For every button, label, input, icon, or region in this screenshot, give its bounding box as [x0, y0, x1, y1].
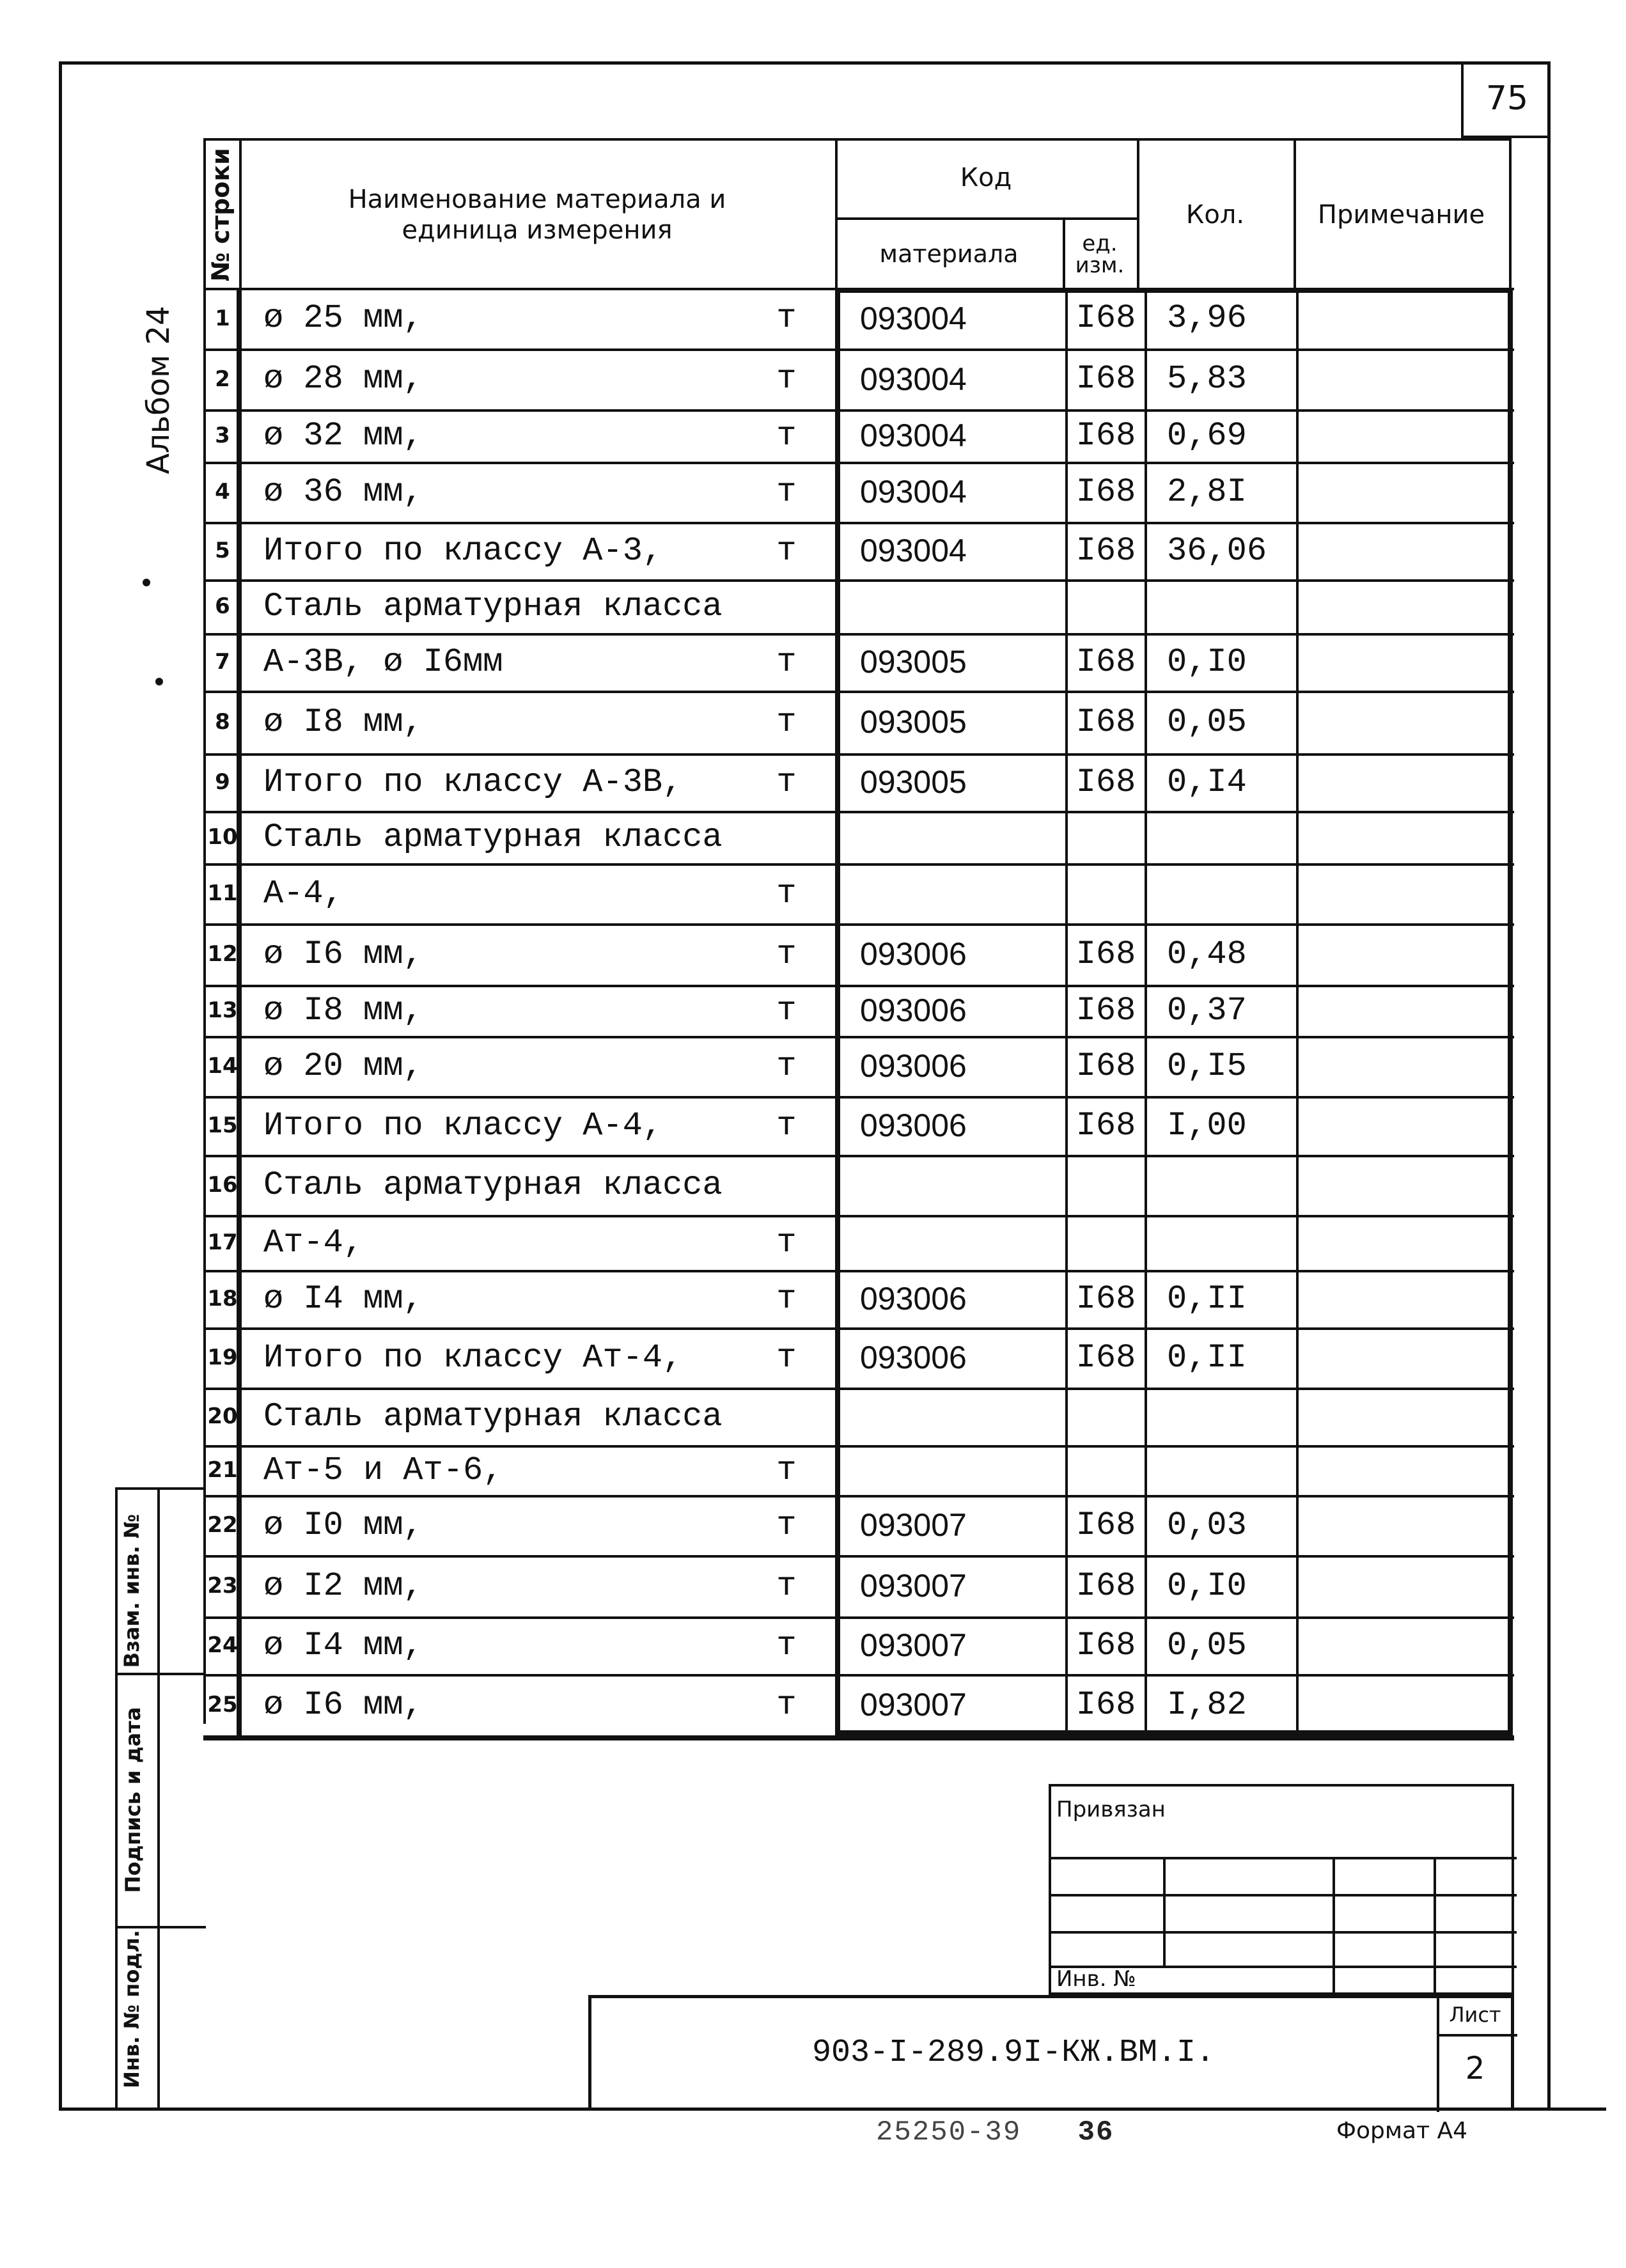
unit-label: т: [776, 1338, 797, 1377]
material-name: ø I4 мм,: [263, 1279, 423, 1318]
row-number: 2: [215, 366, 230, 392]
unit-code: I68: [1075, 1685, 1136, 1724]
table-row: [0, 1270, 1626, 1327]
unit-label: т: [776, 1451, 797, 1489]
material-code: 093006: [860, 992, 967, 1028]
material-name: Итого по классу Ат-4,: [263, 1338, 683, 1377]
table-row: [0, 985, 1626, 1036]
stamp-number-suffix: 36: [1077, 2116, 1114, 2148]
row-number: 10: [207, 824, 238, 850]
unit-label: т: [776, 874, 797, 912]
unit-code: I68: [1075, 1047, 1136, 1085]
table-row: [0, 1215, 1626, 1270]
material-code: [860, 579, 1058, 633]
material-code: 093007: [860, 1627, 967, 1663]
table-row: [0, 1327, 1626, 1388]
unit-code: [1069, 1155, 1143, 1215]
row-number: 15: [207, 1113, 238, 1138]
material-name: Сталь арматурная класса: [263, 587, 723, 625]
table-row: [0, 1445, 1626, 1495]
unit-code: I68: [1075, 473, 1136, 511]
row-number: 25: [207, 1692, 238, 1717]
table-row: [0, 691, 1626, 753]
row-number: 12: [207, 941, 238, 967]
unit-label: т: [776, 991, 797, 1029]
unit-label: т: [776, 1685, 797, 1724]
material-name: Сталь арматурная класса: [263, 1166, 723, 1204]
row-number: 5: [215, 538, 230, 563]
quantity: 5,83: [1167, 360, 1247, 398]
material-code: 093007: [860, 1507, 967, 1543]
unit-label: т: [776, 1567, 797, 1605]
quantity: 0,I4: [1167, 763, 1247, 801]
material-code: 093006: [860, 1107, 967, 1143]
quantity: [1167, 1155, 1288, 1215]
unit-code: [1069, 1215, 1143, 1270]
quantity: 0,II: [1167, 1338, 1247, 1377]
unit-label: т: [776, 299, 797, 337]
sheet-label: Лист: [1449, 2003, 1501, 2027]
material-code: [860, 863, 1058, 923]
unit-code: I68: [1075, 1106, 1136, 1145]
unit-code: I68: [1075, 416, 1136, 455]
row-number: 3: [215, 423, 230, 448]
table-row: [0, 1674, 1626, 1735]
unit-label: т: [776, 360, 797, 398]
table-bottom-border: [203, 1735, 1514, 1740]
material-code: 093004: [860, 418, 967, 453]
unit-code: I68: [1075, 935, 1136, 973]
unit-label: т: [776, 473, 797, 511]
table-row: [0, 1155, 1626, 1215]
quantity: [1167, 811, 1288, 863]
unit-label: т: [776, 531, 797, 570]
side-label-inv-zam: Взам. инв. №: [120, 1513, 144, 1668]
material-name: Сталь арматурная класса: [263, 818, 723, 856]
table-row: [0, 1555, 1626, 1616]
material-name: А-3В, ø I6мм: [263, 643, 503, 681]
row-number: 9: [215, 769, 230, 795]
material-code: 093005: [860, 764, 967, 800]
quantity: 2,8I: [1167, 473, 1247, 511]
row-number: 11: [207, 880, 238, 906]
unit-code: [1069, 811, 1143, 863]
unit-label: [754, 579, 818, 633]
unit-code: I68: [1075, 1567, 1136, 1605]
quantity: [1167, 863, 1288, 923]
material-name: ø 32 мм,: [263, 416, 423, 455]
quantity: 0,I5: [1167, 1047, 1247, 1085]
page-number: 75: [1461, 61, 1551, 138]
unit-label: [754, 1388, 818, 1445]
quantity: I,00: [1167, 1106, 1247, 1145]
unit-code: [1069, 1445, 1143, 1495]
material-name: А-4,: [263, 874, 343, 912]
quantity: I,82: [1167, 1685, 1247, 1724]
material-code: 093006: [860, 1340, 967, 1375]
quantity: 0,69: [1167, 416, 1247, 455]
unit-label: т: [776, 1047, 797, 1085]
table-row: [0, 288, 1626, 348]
material-name: Сталь арматурная класса: [263, 1397, 723, 1435]
unit-label: [754, 1155, 818, 1215]
row-number: 24: [207, 1632, 238, 1658]
material-code: 093004: [860, 300, 967, 336]
material-code: [860, 1445, 1058, 1495]
quantity: 0,05: [1167, 703, 1247, 741]
quantity: 0,37: [1167, 991, 1247, 1029]
unit-label: т: [776, 703, 797, 741]
unit-code: I68: [1075, 643, 1136, 681]
unit-code: I68: [1075, 991, 1136, 1029]
material-name: Итого по классу А-3,: [263, 531, 663, 570]
row-number: 1: [215, 305, 230, 331]
quantity: [1167, 1445, 1288, 1495]
material-code: 093006: [860, 1048, 967, 1084]
unit-code: I68: [1075, 299, 1136, 337]
row-number: 6: [215, 593, 230, 619]
row-number: 18: [207, 1286, 238, 1311]
document-code: 903-I-289.9I-КЖ.ВМ.I.: [811, 2034, 1216, 2071]
table-row: [0, 522, 1626, 579]
unit-label: [754, 811, 818, 863]
unit-code: I68: [1075, 1279, 1136, 1318]
row-number: 21: [207, 1457, 238, 1483]
row-number: 19: [207, 1345, 238, 1370]
inv-no-label: Инв. №: [1056, 1966, 1136, 1992]
table-row: [0, 633, 1626, 691]
unit-code: I68: [1075, 1506, 1136, 1544]
quantity: [1167, 1215, 1288, 1270]
material-name: Ат-4,: [263, 1223, 364, 1262]
row-number-header: № строки: [207, 148, 235, 282]
table-row: [0, 753, 1626, 811]
material-name: ø 28 мм,: [263, 360, 423, 398]
table-row: [0, 409, 1626, 462]
unit-label: т: [776, 763, 797, 801]
row-number: 4: [215, 479, 230, 504]
material-code: 093006: [860, 1281, 967, 1317]
unit-label: т: [776, 1506, 797, 1544]
row-number: 14: [207, 1053, 238, 1079]
quantity: 36,06: [1167, 531, 1267, 570]
quantity: 0,I0: [1167, 1567, 1247, 1605]
quantity: [1167, 579, 1288, 633]
unit-code: [1069, 579, 1143, 633]
format-label: Формат А4: [1336, 2118, 1468, 2144]
table-row: [0, 1388, 1626, 1445]
quantity: 0,03: [1167, 1506, 1247, 1544]
table-row: [0, 1036, 1626, 1096]
row-number: 16: [207, 1172, 238, 1198]
material-name: ø I6 мм,: [263, 1685, 423, 1724]
table-row: [0, 1096, 1626, 1155]
code-header: Код: [960, 163, 1012, 192]
unit-code: I68: [1075, 1338, 1136, 1377]
material-name: Итого по классу А-4,: [263, 1106, 663, 1145]
material-code: [860, 1388, 1058, 1445]
unit-code: I68: [1075, 1626, 1136, 1664]
table-row: [0, 1616, 1626, 1674]
material-name: Ат-5 и Ат-6,: [263, 1451, 503, 1489]
row-number: 17: [207, 1230, 238, 1255]
stamp-number: [876, 2116, 1114, 2148]
material-name: ø I4 мм,: [263, 1626, 423, 1664]
unit-label: т: [776, 1223, 797, 1262]
code-unit-header: ед. изм.: [1075, 231, 1125, 278]
unit-label: т: [776, 643, 797, 681]
material-name: ø I6 мм,: [263, 935, 423, 973]
material-code: 093004: [860, 361, 967, 397]
row-number: 23: [207, 1573, 238, 1599]
material-code: [860, 811, 1058, 863]
quantity: 0,05: [1167, 1626, 1247, 1664]
code-material-header: материала: [879, 240, 1019, 269]
album-label: Альбом 24: [141, 306, 176, 474]
unit-code: I68: [1075, 531, 1136, 570]
row-number: 22: [207, 1512, 238, 1538]
material-name: ø I0 мм,: [263, 1506, 423, 1544]
material-code: 093007: [860, 1687, 967, 1723]
table-row: [0, 1495, 1626, 1555]
unit-code: I68: [1075, 703, 1136, 741]
table-row: [0, 579, 1626, 633]
privyazan-label: Привязан: [1056, 1797, 1166, 1822]
material-code: 093005: [860, 704, 967, 740]
material-code: [860, 1155, 1058, 1215]
material-code: 093005: [860, 644, 967, 680]
unit-code: [1069, 1388, 1143, 1445]
quantity: 3,96: [1167, 299, 1247, 337]
unit-label: т: [776, 1279, 797, 1318]
side-label-inv-podl: Инв. № подл.: [120, 1930, 144, 2088]
unit-label: т: [776, 416, 797, 455]
unit-label: т: [776, 935, 797, 973]
material-code: 093004: [860, 533, 967, 568]
material-name: ø 36 мм,: [263, 473, 423, 511]
unit-code: I68: [1075, 360, 1136, 398]
unit-code: I68: [1075, 763, 1136, 801]
material-name: ø 20 мм,: [263, 1047, 423, 1085]
table-row: [0, 923, 1626, 985]
material-name: ø I8 мм,: [263, 703, 423, 741]
sheet-number: 2: [1465, 2051, 1485, 2086]
quantity-header: Кол.: [1185, 200, 1245, 230]
quantity: 0,II: [1167, 1279, 1247, 1318]
material-name: ø I2 мм,: [263, 1567, 423, 1605]
material-code: [860, 1215, 1058, 1270]
material-code: 093006: [860, 936, 967, 972]
material-name: ø I8 мм,: [263, 991, 423, 1029]
material-name: ø 25 мм,: [263, 299, 423, 337]
stamp-number-main: 25250-39: [876, 2116, 1022, 2148]
table-row: [0, 811, 1626, 863]
table-row: [0, 462, 1626, 522]
table-row: [0, 348, 1626, 409]
table-row: [0, 863, 1626, 923]
row-number: 13: [207, 997, 238, 1023]
unit-label: т: [776, 1106, 797, 1145]
material-name-header: Наименование материала и единица измерения: [348, 185, 726, 245]
quantity: 0,I0: [1167, 643, 1247, 681]
unit-code: [1069, 863, 1143, 923]
quantity: 0,48: [1167, 935, 1247, 973]
row-number: 8: [215, 709, 230, 735]
material-code: 093004: [860, 474, 967, 510]
material-code: 093007: [860, 1568, 967, 1604]
note-header: Примечание: [1317, 200, 1485, 230]
unit-label: т: [776, 1626, 797, 1664]
row-number: 20: [207, 1404, 238, 1429]
material-name: Итого по классу А-3В,: [263, 763, 683, 801]
row-number: 7: [215, 649, 230, 675]
side-label-sign-date: Подпись и дата: [121, 1707, 145, 1893]
quantity: [1167, 1388, 1288, 1445]
